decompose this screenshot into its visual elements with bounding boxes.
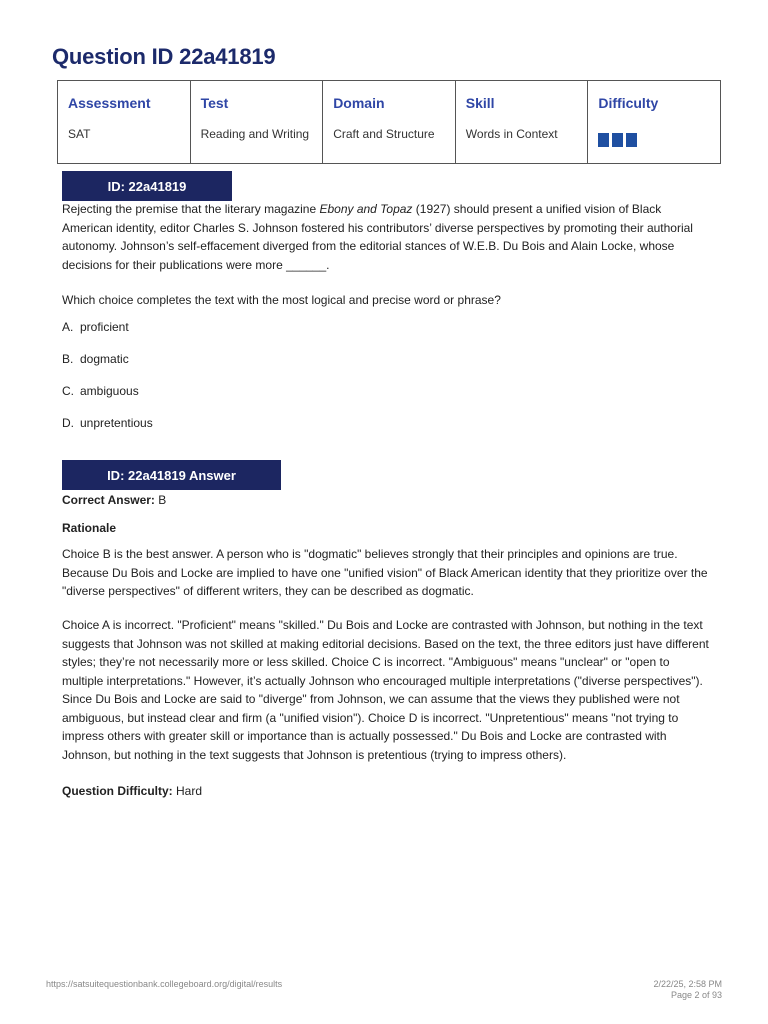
difficulty-bar xyxy=(612,133,623,147)
question-prompt: Which choice completes the text with the most logical and precise word or phrase? xyxy=(62,293,501,307)
skill-header: Skill xyxy=(465,95,495,111)
passage-text-cont: (1927) should present a unified vision of Black American identity, editor Charles S. Johnson fostered his contributors’ diverse perspectives by promoting their authorial autonomy. Johnson’s self-effacement diverged from the editorial stances of W.E.B. Du Bois and Alain Locke, whose decisions for their publications were more ______. xyxy=(62,202,693,272)
choice-text: unpretentious xyxy=(80,416,153,430)
correct-answer xyxy=(62,493,166,507)
assessment-cell xyxy=(58,81,191,164)
footer-page-number: Page 2 of 93 xyxy=(670,990,722,1000)
domain-value: Craft and Structure xyxy=(333,127,435,141)
difficulty-indicator xyxy=(598,133,710,147)
test-value: Reading and Writing xyxy=(200,127,310,141)
answer-banner: ID: 22a41819 Answer xyxy=(62,460,281,490)
footer-meta xyxy=(653,979,722,1001)
correct-answer-label: Correct Answer: xyxy=(62,493,155,507)
choice-letter: D. xyxy=(62,416,74,430)
passage-italic-title: Ebony and Topaz xyxy=(319,202,413,216)
rationale-paragraph-1: Choice B is the best answer. A person who is "dogmatic" believes strongly that their principles and opinions are true. Because Du Bois and Locke are implied to have one "unified vision" of Black American identity that they prioritize over the "diverse perspectives" of different writers, they can be described as dogmatic. xyxy=(62,547,708,598)
rationale-heading: Rationale xyxy=(62,521,117,535)
footer-timestamp: 2/22/25, 2:58 PM xyxy=(653,979,722,989)
choice-a xyxy=(62,320,129,334)
question-passage xyxy=(62,200,712,274)
question-id-banner: ID: 22a41819 xyxy=(62,171,232,201)
skill-cell xyxy=(455,81,588,164)
question-difficulty-label: Question Difficulty: xyxy=(62,784,173,798)
domain-header: Domain xyxy=(333,95,385,111)
skill-value: Words in Context xyxy=(465,127,558,141)
choice-c xyxy=(62,384,139,398)
difficulty-bar xyxy=(598,133,609,147)
page-title: Question ID 22a41819 xyxy=(52,44,276,69)
test-cell xyxy=(190,81,323,164)
question-difficulty-value: Hard xyxy=(176,784,203,798)
choice-d xyxy=(62,416,153,430)
difficulty-bar xyxy=(626,133,637,147)
passage-text: Rejecting the premise that the literary magazine xyxy=(62,202,320,216)
difficulty-header: Difficulty xyxy=(598,95,659,111)
choice-letter: B. xyxy=(62,352,74,366)
choice-letter: A. xyxy=(62,320,74,334)
choice-text: ambiguous xyxy=(80,384,139,398)
assessment-header: Assessment xyxy=(68,95,151,111)
test-header: Test xyxy=(200,95,229,111)
difficulty-cell xyxy=(588,81,721,164)
choice-text: proficient xyxy=(80,320,129,334)
domain-cell xyxy=(323,81,456,164)
choice-letter: C. xyxy=(62,384,74,398)
footer-url: https://satsuitequestionbank.collegeboard.org/digital/results xyxy=(46,979,283,989)
choice-b xyxy=(62,352,129,366)
question-metadata-table xyxy=(57,80,721,164)
rationale-paragraph-2: Choice A is incorrect. "Proficient" means "skilled." Du Bois and Locke are contrasted with Johnson, but nothing in the text suggests that Johnson was not skilled at making editorial decisions. Based on the text, the three editors just have different styles; they’re not necessarily more or less skilled. Choice C is incorrect. "Ambiguous" means "unclear" or "open to multiple interpretations." However, it’s actually Johnson who encouraged multiple interpretations ("diverse perspectives"). Since Du Bois and Locke are said to "diverge" from Johnson, we can assume that the views they published were not ambiguous, but instead clear and firm (a "unified vision"). Choice D is incorrect. "Unpretentious" means "not trying to impress others with greater skill or importance than is actually possessed." Du Bois and Locke are contrasted with Johnson, but nothing in the text suggests that Johnson is pretentious (trying to impress others). xyxy=(62,618,709,762)
correct-answer-value: B xyxy=(158,493,167,507)
question-difficulty xyxy=(62,784,202,798)
assessment-value: SAT xyxy=(68,127,91,141)
choice-text: dogmatic xyxy=(80,352,129,366)
